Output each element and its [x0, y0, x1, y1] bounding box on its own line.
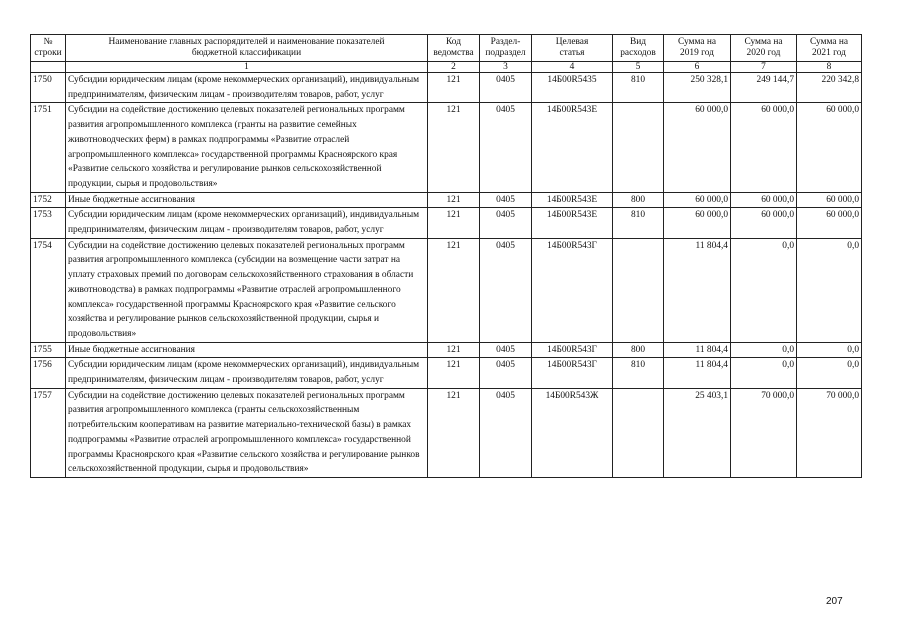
table-row	[31, 208, 862, 238]
row-number: 1754	[31, 238, 66, 342]
department-code: 121	[428, 358, 480, 388]
amount-2020: 60 000,0	[731, 208, 797, 238]
row-name: Субсидии на содействие достижению целевых показателей региональных программ развития агропромышленного комплекса (гранты сельскохозяйственным потребительским кооперативам на развитие материально-технической базы) в рамках подпрограммы «Развитие отраслей агропромышленного комплекса» государственной программы Красноярского края «Развитие сельского хозяйства и регулирование рынков сельскохозяйственной продукции, сырья и продовольствия»	[66, 388, 428, 477]
row-number: 1752	[31, 192, 66, 208]
expense-kind: 810	[613, 73, 664, 103]
department-code: 121	[428, 73, 480, 103]
row-number: 1751	[31, 103, 66, 192]
department-code: 121	[428, 208, 480, 238]
expense-kind: 800	[613, 342, 664, 358]
target-article: 14Б00R543Е	[532, 192, 613, 208]
table-row	[31, 358, 862, 388]
column-number: 7	[731, 62, 797, 73]
target-article: 14Б00R5435	[532, 73, 613, 103]
amount-2019: 60 000,0	[664, 103, 731, 192]
amount-2021: 0,0	[797, 358, 862, 388]
table-header	[31, 35, 862, 73]
row-name: Субсидии на содействие достижению целевых показателей региональных программ развития агропромышленного комплекса (субсидии на возмещение части затрат на уплату страховых премий по договорам сельскохозяйственного страхования в области животноводства) в рамках подпрограммы «Развитие отраслей агропромышленного комплекса» государственной программы Красноярского края «Развитие сельского хозяйства и регулирование рынков сельскохозяйственной продукции, сырья и продовольствия»	[66, 238, 428, 342]
amount-2020: 0,0	[731, 358, 797, 388]
amount-2021: 60 000,0	[797, 208, 862, 238]
section-code: 0405	[480, 388, 532, 477]
amount-2021: 220 342,8	[797, 73, 862, 103]
department-code: 121	[428, 192, 480, 208]
document-page	[30, 34, 861, 478]
column-number	[31, 62, 66, 73]
row-name: Иные бюджетные ассигнования	[66, 342, 428, 358]
column-header: Наименование главных распорядителей и наименование показателей бюджетной классификации	[66, 35, 428, 62]
department-code: 121	[428, 342, 480, 358]
column-number: 4	[532, 62, 613, 73]
table-row	[31, 103, 862, 192]
row-number: 1757	[31, 388, 66, 477]
section-code: 0405	[480, 73, 532, 103]
target-article: 14Б00R543Г	[532, 238, 613, 342]
column-header: Сумма на 2020 год	[731, 35, 797, 62]
column-number: 6	[664, 62, 731, 73]
row-name: Субсидии юридическим лицам (кроме некоммерческих организаций), индивидуальным предпринимателям, физическим лицам - производителям товаров, работ, услуг	[66, 208, 428, 238]
target-article: 14Б00R543Е	[532, 208, 613, 238]
row-name: Субсидии юридическим лицам (кроме некоммерческих организаций), индивидуальным предпринимателям, физическим лицам - производителям товаров, работ, услуг	[66, 358, 428, 388]
budget-table	[30, 34, 862, 478]
expense-kind	[613, 238, 664, 342]
amount-2019: 11 804,4	[664, 238, 731, 342]
target-article: 14Б00R543Ж	[532, 388, 613, 477]
amount-2019: 60 000,0	[664, 192, 731, 208]
table-row	[31, 238, 862, 342]
table-row	[31, 388, 862, 477]
expense-kind	[613, 388, 664, 477]
row-name: Субсидии на содействие достижению целевых показателей региональных программ развития агропромышленного комплекса (гранты на развитие семейных животноводческих ферм) в рамках подпрограммы «Развитие отраслей агропромышленного комплекса» государственной программы Красноярского края «Развитие сельского хозяйства и регулирование рынков сельскохозяйственной продукции, сырья и продовольствия»	[66, 103, 428, 192]
amount-2020: 0,0	[731, 238, 797, 342]
column-header: Раздел- подраздел	[480, 35, 532, 62]
amount-2019: 11 804,4	[664, 358, 731, 388]
table-row	[31, 342, 862, 358]
amount-2020: 0,0	[731, 342, 797, 358]
amount-2020: 60 000,0	[731, 103, 797, 192]
column-header: Целевая статья	[532, 35, 613, 62]
table-row	[31, 192, 862, 208]
amount-2021: 60 000,0	[797, 103, 862, 192]
expense-kind: 810	[613, 208, 664, 238]
expense-kind: 810	[613, 358, 664, 388]
amount-2019: 60 000,0	[664, 208, 731, 238]
target-article: 14Б00R543Г	[532, 358, 613, 388]
amount-2021: 0,0	[797, 238, 862, 342]
table-body	[31, 73, 862, 478]
amount-2020: 60 000,0	[731, 192, 797, 208]
column-number: 8	[797, 62, 862, 73]
amount-2019: 11 804,4	[664, 342, 731, 358]
section-code: 0405	[480, 342, 532, 358]
column-header: Сумма на 2021 год	[797, 35, 862, 62]
expense-kind: 800	[613, 192, 664, 208]
amount-2020: 70 000,0	[731, 388, 797, 477]
expense-kind	[613, 103, 664, 192]
page-number: 207	[826, 596, 843, 607]
column-header: Вид расходов	[613, 35, 664, 62]
target-article: 14Б00R543Г	[532, 342, 613, 358]
amount-2020: 249 144,7	[731, 73, 797, 103]
department-code: 121	[428, 103, 480, 192]
section-code: 0405	[480, 192, 532, 208]
department-code: 121	[428, 238, 480, 342]
row-number: 1756	[31, 358, 66, 388]
section-code: 0405	[480, 208, 532, 238]
amount-2021: 70 000,0	[797, 388, 862, 477]
amount-2019: 250 328,1	[664, 73, 731, 103]
column-number: 1	[66, 62, 428, 73]
section-code: 0405	[480, 358, 532, 388]
column-header: Сумма на 2019 год	[664, 35, 731, 62]
section-code: 0405	[480, 238, 532, 342]
row-number: 1753	[31, 208, 66, 238]
department-code: 121	[428, 388, 480, 477]
section-code: 0405	[480, 103, 532, 192]
column-header: Код ведомства	[428, 35, 480, 62]
column-number: 5	[613, 62, 664, 73]
amount-2021: 0,0	[797, 342, 862, 358]
target-article: 14Б00R543Е	[532, 103, 613, 192]
row-number: 1750	[31, 73, 66, 103]
row-name: Субсидии юридическим лицам (кроме некоммерческих организаций), индивидуальным предпринимателям, физическим лицам - производителям товаров, работ, услуг	[66, 73, 428, 103]
row-name: Иные бюджетные ассигнования	[66, 192, 428, 208]
column-number: 2	[428, 62, 480, 73]
table-row	[31, 73, 862, 103]
column-number: 3	[480, 62, 532, 73]
row-number: 1755	[31, 342, 66, 358]
amount-2021: 60 000,0	[797, 192, 862, 208]
column-header: № строки	[31, 35, 66, 62]
amount-2019: 25 403,1	[664, 388, 731, 477]
